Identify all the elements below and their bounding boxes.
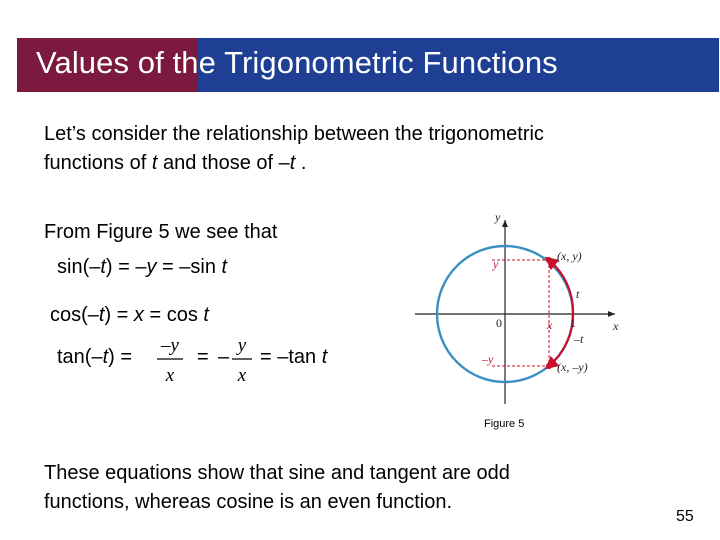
conclusion-line-2: functions, whereas cosine is an even function. [44, 491, 453, 513]
intro-var-t: t [289, 152, 296, 174]
slide-title: Values of the Trigonometric Functions [36, 45, 558, 80]
fraction-2-numerator: y [237, 336, 247, 356]
eq-text: tan(– [57, 346, 103, 368]
svg-text:= –tan t [260, 346, 329, 368]
eq-text: = –tan [260, 346, 322, 368]
intro-line-1: Let’s consider the relationship between the trigonometric [44, 123, 544, 145]
eq-text: ) = – [105, 256, 147, 278]
eq-var: t [321, 346, 328, 368]
page-number: 55 [676, 508, 694, 525]
figure-reference-text: From Figure 5 we see that [44, 221, 278, 243]
cosine-equation [50, 301, 209, 330]
conclusion-paragraph [44, 459, 510, 517]
eq-var: x [133, 304, 144, 326]
figure-caption: Figure 5 [484, 418, 525, 430]
eq-text: ) = [108, 346, 133, 368]
origin-label: 0 [496, 316, 502, 330]
eq-var: t [100, 256, 106, 278]
fraction-2-denominator: x [237, 365, 247, 386]
intro-text: functions of [44, 152, 152, 174]
eq-text: sin(– [57, 256, 101, 278]
x-tick-label: x [547, 318, 553, 332]
eq-text: = –sin [156, 256, 222, 278]
point-top [546, 257, 552, 263]
intro-paragraph [44, 120, 544, 178]
eq-var: t [102, 346, 109, 368]
eq-text: = cos [143, 304, 204, 326]
intro-text: and those of – [157, 152, 290, 174]
tangent-equation [57, 336, 377, 386]
x-axis-label: x [613, 319, 619, 333]
intro-line-2 [44, 152, 306, 174]
eq-var: y [146, 256, 157, 278]
point-bottom [546, 363, 552, 369]
point-top-label: (x, y) [557, 249, 582, 263]
fraction-1-numerator: –y [161, 336, 179, 356]
arc-t-label: t [576, 287, 580, 301]
arc-t [549, 260, 573, 314]
x-axis-arrow-icon [608, 311, 615, 317]
y-axis-label: y [495, 210, 501, 224]
eq-var: t [221, 256, 228, 278]
eq-var: t [98, 304, 105, 326]
unit-tick-label: 1 [570, 316, 576, 330]
intro-var-t: t [151, 152, 158, 174]
neg-y-tick-label: –y [482, 352, 494, 366]
point-bottom-label: (x, –y) [557, 360, 588, 374]
conclusion-line-1: These equations show that sine and tangent are odd [44, 462, 510, 484]
eq-text: cos(– [50, 304, 99, 326]
y-axis-arrow-icon [502, 220, 508, 227]
fraction-1-denominator: x [165, 365, 175, 386]
unit-circle-figure [410, 208, 625, 408]
intro-text: . [295, 152, 307, 174]
arc-neg-t-label: –t [574, 332, 584, 346]
eq-text: ) = [104, 304, 134, 326]
sine-equation [57, 253, 227, 282]
eq-equals: = [197, 346, 209, 368]
svg-text:tan(–t) = [57, 346, 132, 368]
eq-minus: – [218, 346, 230, 368]
eq-var: t [203, 304, 209, 326]
y-tick-label: y [493, 257, 499, 271]
